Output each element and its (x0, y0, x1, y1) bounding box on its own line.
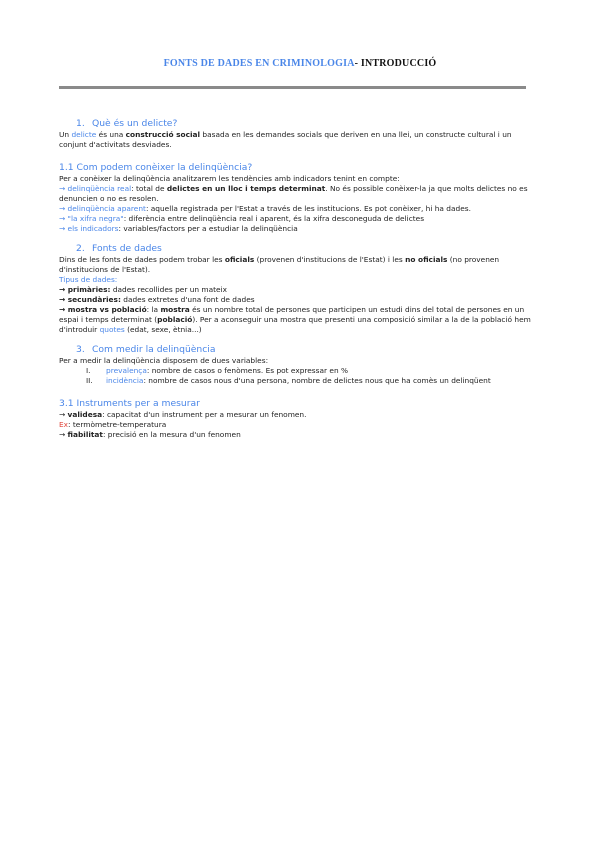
section-2-paragraph (59, 255, 539, 275)
list-item-secundaries (59, 295, 539, 305)
text: : precisió en la mesura d'un fenomen (102, 430, 241, 439)
text: : aquella registrada per l'Estat a través de les institucions. Es pot conèixer, hi ha dades. (145, 204, 471, 213)
text: : capacitat d'un instrument per a mesurar un fenomen. (102, 410, 307, 419)
section-3-title: Com medir la delinqüència (92, 344, 216, 355)
title-main: FONTS DE DADES EN CRIMINOLOGIA (163, 58, 355, 69)
term-delicte: delicte (71, 130, 97, 139)
example-line (59, 420, 539, 430)
list-item-fiabilitat (59, 430, 539, 440)
text: és una (96, 130, 126, 139)
text: : diferència entre delinqüència real i aparent, és la xifra desconeguda de delictes (123, 214, 425, 223)
bold-text: → primàries: (59, 285, 111, 294)
term: incidència (106, 376, 144, 385)
document-title (0, 58, 600, 69)
bold-text: delictes en un lloc i temps determinat (166, 184, 326, 193)
section-3-1-heading: 3.1 Instruments per a mesurar (59, 398, 200, 409)
bold-text: fiabilitat (67, 430, 103, 439)
list-number: I. (86, 366, 91, 375)
text: dades recollides per un mateix (110, 285, 228, 294)
text: (provenen d'institucions de l'Estat) i les (254, 255, 406, 264)
bold-text: oficials (224, 255, 255, 264)
section-2-number: 2. (76, 243, 85, 254)
term: prevalença (106, 366, 147, 375)
section-3-intro: Per a medir la delinqüència disposem de dues variables: (59, 356, 269, 365)
term: → delinqüència aparent (59, 204, 146, 213)
list-item-mostra-poblacio (59, 305, 539, 335)
example-label: Ex (59, 420, 69, 429)
section-1-1-intro: Per a conèixer la delinqüència analitzarem les tendències amb indicadors tenint en compte: (59, 174, 400, 183)
section-1-paragraph (59, 130, 539, 150)
text: : nombre de casos o fenòmens. Es pot expressar en % (146, 366, 349, 375)
term: → "la xifra negra" (59, 214, 124, 223)
bold-text: mostra (160, 305, 190, 314)
text: dades extretes d'una font de dades (120, 295, 255, 304)
list-item-indicadors (59, 224, 539, 234)
title-divider (59, 86, 526, 89)
list-item-validesa (59, 410, 539, 420)
bold-text: → secundàries: (59, 295, 121, 304)
term-construccio-social: construcció social (125, 130, 201, 139)
text: : la (146, 305, 161, 314)
types-label: Tipus de dades: (59, 275, 118, 284)
section-2-title: Fonts de dades (92, 243, 162, 254)
text: (no provenen d'institucions de l'Estat). (59, 255, 500, 274)
text: ). Per a aconseguir una mostra que presenti una composició similar a la de la població hem d'introduir (59, 315, 531, 334)
section-3-heading (59, 344, 539, 356)
list-item-incidencia (59, 376, 539, 386)
text: : termòmetre-temperatura (68, 420, 167, 429)
text: és un nombre total de persones que participen un estudi dins del total de persones en un espai i temps determinat ( (59, 305, 525, 324)
text: basada en les demandes socials que deriven en una llei, un constructe cultural i un conjunt d'activitats desviades. (59, 130, 512, 149)
list-item-xifra-negra (59, 214, 539, 224)
section-2-heading (59, 243, 539, 255)
text: Dins de les fonts de dades podem trobar les (59, 255, 225, 264)
section-3-number: 3. (76, 344, 85, 355)
term: → delinqüència real (59, 184, 132, 193)
list-item-primaries (59, 285, 539, 295)
bold-text: no oficials (405, 255, 448, 264)
text: : nombre de casos nous d'una persona, nombre de delictes nous que ha comès un delinqüent (143, 376, 491, 385)
text: : total de (131, 184, 167, 193)
bold-text: → mostra vs població (59, 305, 147, 314)
list-number: II. (86, 376, 93, 385)
section-1-heading (59, 118, 539, 130)
text: : variables/factors per a estudiar la delinqüència (118, 224, 298, 233)
list-item-prevalenca (59, 366, 539, 376)
section-1-1-heading: 1.1 Com podem conèixer la delinqüència? (59, 162, 253, 173)
bold-text: població (157, 315, 193, 324)
text: Un (59, 130, 72, 139)
list-item-delinquencia-aparent (59, 204, 539, 214)
term-quotes: quotes (99, 325, 125, 334)
section-1-number: 1. (76, 118, 85, 129)
arrow: → (59, 430, 68, 439)
text: (edat, sexe, ètnia...) (124, 325, 202, 334)
term: → els indicadors (59, 224, 119, 233)
list-item-delinquencia-real (59, 184, 539, 204)
document-body (59, 118, 539, 440)
section-1-title: Què és un delicte? (92, 118, 178, 129)
bold-text: validesa (67, 410, 103, 419)
text: . No és possible conèixer-la ja que molts delictes no es denuncien o no es resolen. (59, 184, 528, 203)
arrow: → (59, 410, 68, 419)
title-suffix: - INTRODUCCIÓ (354, 58, 437, 69)
